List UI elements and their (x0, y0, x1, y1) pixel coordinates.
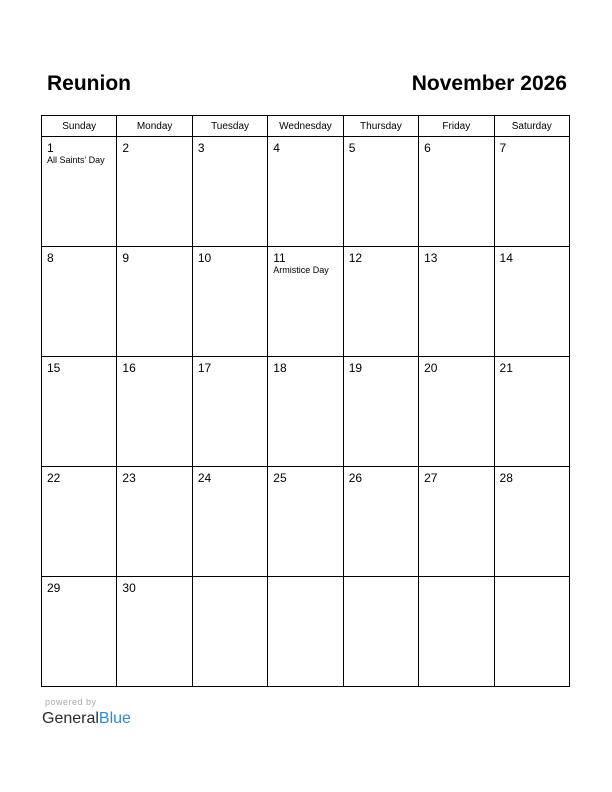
weekday-saturday: Saturday (494, 116, 569, 137)
footer-branding (42, 697, 131, 729)
day-cell (192, 357, 267, 467)
day-number: 22 (47, 471, 61, 485)
holiday-label: All Saints’ Day (47, 155, 105, 165)
day-cell (42, 247, 117, 357)
day-number: 27 (424, 471, 438, 485)
day-number: 15 (47, 361, 61, 375)
day-cell (268, 357, 343, 467)
week-row (42, 247, 570, 357)
weekday-tuesday: Tuesday (192, 116, 267, 137)
day-number: 17 (197, 361, 212, 375)
day-cell (268, 137, 343, 247)
day-number: 28 (499, 471, 513, 485)
day-cell (42, 577, 117, 687)
day-number: 25 (273, 471, 287, 485)
day-cell (419, 247, 494, 357)
day-number: 18 (273, 361, 287, 375)
day-cell (117, 467, 192, 577)
day-number (268, 577, 342, 581)
day-cell (494, 137, 569, 247)
day-cell (419, 357, 494, 467)
day-cell (343, 467, 418, 577)
weekday-thursday: Thursday (343, 116, 418, 137)
day-cell (494, 577, 569, 687)
day-cell (343, 247, 418, 357)
day-number: 20 (424, 361, 438, 375)
week-row (42, 357, 570, 467)
day-number (344, 577, 418, 581)
region-title: Reunion (47, 72, 131, 95)
day-number: 13 (424, 251, 438, 265)
day-number: 26 (348, 471, 363, 485)
day-number: 16 (122, 361, 136, 375)
day-cell (419, 467, 494, 577)
brand-name-part2: Blue (98, 710, 131, 727)
day-number: 12 (348, 251, 363, 265)
day-cell (117, 247, 192, 357)
day-cell (192, 137, 267, 247)
day-cell (268, 577, 343, 687)
powered-by-label: powered by (45, 697, 97, 707)
day-number: 4 (273, 141, 280, 155)
day-number: 2 (122, 141, 130, 155)
holiday-label: Armistice Day (273, 265, 329, 275)
day-cell (42, 137, 117, 247)
day-number: 10 (197, 251, 212, 265)
day-cell (42, 357, 117, 467)
day-number: 21 (499, 361, 513, 375)
day-number (193, 577, 267, 581)
day-cell (343, 137, 418, 247)
day-cell (117, 357, 192, 467)
day-number (419, 577, 493, 581)
day-number: 5 (348, 141, 356, 155)
week-row (42, 137, 570, 247)
day-cell (494, 357, 569, 467)
day-number: 30 (122, 581, 136, 595)
day-number: 1 (47, 141, 54, 155)
day-number: 8 (47, 251, 54, 265)
weekday-friday: Friday (419, 116, 494, 137)
week-row (42, 467, 570, 577)
day-number: 14 (499, 251, 513, 265)
day-number: 7 (499, 141, 507, 155)
day-cell (42, 467, 117, 577)
day-cell (343, 357, 418, 467)
day-cell (117, 137, 192, 247)
calendar-grid (41, 115, 570, 687)
day-cell (419, 577, 494, 687)
day-cell (192, 467, 267, 577)
day-cell (268, 467, 343, 577)
day-number: 9 (122, 251, 130, 265)
day-cell (494, 467, 569, 577)
weekday-header-row (42, 116, 570, 137)
weekday-monday: Monday (117, 116, 192, 137)
day-number: 6 (424, 141, 431, 155)
day-number: 3 (197, 141, 205, 155)
generalblue-logo[interactable] (42, 709, 131, 729)
day-number: 29 (47, 581, 61, 595)
day-cell (192, 247, 267, 357)
day-number: 24 (197, 471, 212, 485)
weekday-wednesday: Wednesday (268, 116, 343, 137)
day-cell (419, 137, 494, 247)
month-title: November 2026 (411, 72, 567, 95)
brand-name-part1: General (42, 710, 99, 727)
week-row (42, 577, 570, 687)
day-number (495, 577, 569, 581)
day-cell (117, 577, 192, 687)
day-number: 23 (122, 471, 136, 485)
day-cell (343, 577, 418, 687)
calendar-header (42, 70, 567, 98)
day-number: 19 (348, 361, 363, 375)
day-cell (192, 577, 267, 687)
weekday-sunday: Sunday (42, 116, 117, 137)
day-cell (494, 247, 569, 357)
day-cell (268, 247, 343, 357)
day-number: 11 (273, 251, 286, 265)
